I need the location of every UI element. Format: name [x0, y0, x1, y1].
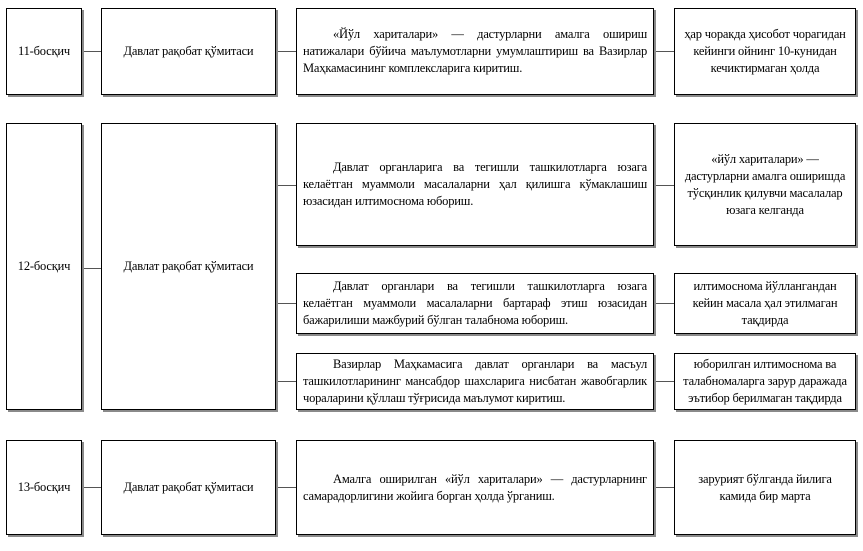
action-box	[296, 273, 654, 334]
connector	[654, 381, 674, 382]
step-label: 12-босқич	[17, 259, 71, 273]
action-text: Давлат органларига ва тегишли ташкилотларга юзага келаётган муаммоли масалаларни ҳал қилишга кўмаклашиш юзасидан илтимоснома юбориш.	[303, 160, 647, 208]
action-text: Давлат органлари ва тегишли ташкилотларга юзага келаётган муаммоли масалаларни бартараф этиш юзасидан бажарилиши мажбурий бўлган талабнома юбориш.	[303, 279, 647, 327]
condition-box	[674, 8, 856, 95]
connector	[82, 51, 101, 52]
organization-label: Давлат рақобат қўмитаси	[123, 480, 254, 494]
organization-box	[101, 8, 276, 95]
connector	[276, 381, 296, 382]
action-box	[296, 123, 654, 246]
step-box	[6, 8, 82, 95]
connector	[82, 268, 101, 269]
condition-text: «йўл хариталари» — дастурларни амалга оширишда тўсқинлик қилувчи масалалар юзага келганда	[684, 151, 846, 217]
connector	[654, 185, 674, 186]
organization-box	[101, 123, 276, 410]
step-label: 13-босқич	[17, 480, 71, 494]
condition-box	[674, 123, 856, 246]
action-text: «Йўл хариталари» — дастурларни амалга ошириш натижалари бўйича маълумотларни умумлаштириш ва Вазирлар Маҳкамасининг комплексларига киритиш.	[303, 27, 647, 75]
step-box	[6, 440, 82, 535]
condition-text: зарурият бўлганда йилига камида бир марта	[698, 471, 832, 503]
action-box	[296, 440, 654, 535]
connector	[276, 185, 296, 186]
condition-box	[674, 353, 856, 410]
action-box	[296, 8, 654, 95]
step-box	[6, 123, 82, 410]
organization-label: Давлат рақобат қўмитаси	[123, 44, 254, 58]
condition-box	[674, 440, 856, 535]
connector	[276, 303, 296, 304]
condition-box	[674, 273, 856, 334]
action-text: Амалга оширилган «йўл хариталари» — дастурларнинг самарадорлигини жойига борган ҳолда ўрганиш.	[303, 471, 647, 503]
connector	[276, 51, 296, 52]
connector	[654, 51, 674, 52]
connector	[654, 487, 674, 488]
connector	[654, 303, 674, 304]
step-label: 11-босқич	[18, 44, 70, 58]
connector	[82, 487, 101, 488]
connector	[276, 487, 296, 488]
condition-text: юборилган илтимоснома ва талабномаларга зарур даражада эътибор берилмаган тақдирда	[683, 357, 847, 405]
condition-text: илтимоснома йўллангандан кейин масала ҳал этилмаган тақдирда	[692, 279, 838, 327]
organization-box	[101, 440, 276, 535]
action-box	[296, 353, 654, 410]
condition-text: ҳар чоракда ҳисобот чорагидан кейинги ойнинг 10-кунидан кечиктирмаган ҳолда	[684, 27, 846, 75]
action-text: Вазирлар Маҳкамасига давлат органлари ва масъул ташкилотларининг мансабдор шахсларига нисбатан жавобгарлик чораларини қўллаш тўғрисида маълумот киритиш.	[303, 357, 647, 405]
organization-label: Давлат рақобат қўмитаси	[123, 259, 254, 273]
